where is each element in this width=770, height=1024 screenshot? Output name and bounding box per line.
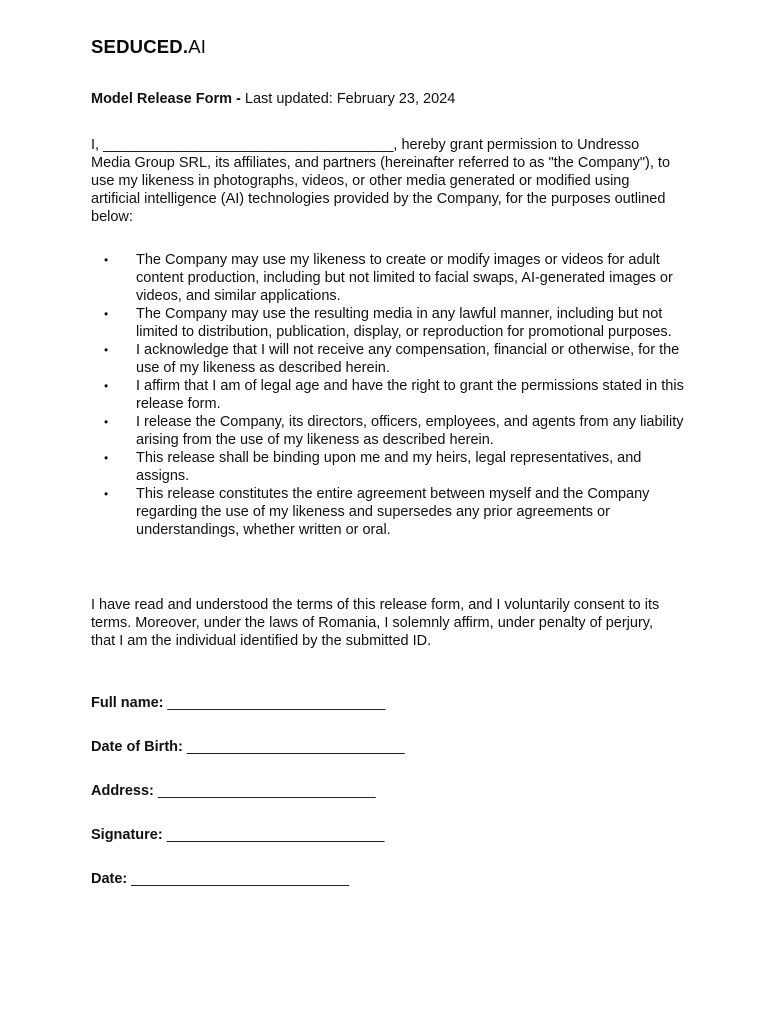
list-item-text: I release the Company, its directors, officers, employees, and agents from any liability arising from the use of my likeness as described herein. [136,414,684,448]
list-item [91,377,691,413]
list-item-text: I acknowledge that I will not receive any compensation, financial or otherwise, for the use of my likeness as described herein. [136,342,680,376]
full-name-label: Full name: [91,695,164,711]
form-heading [91,90,455,108]
signature-line: ___________________________ [166,827,385,843]
date-label: Date: [91,871,128,887]
list-item [91,341,691,377]
form-title: Model Release Form - [91,91,241,107]
bullet-icon: • [104,307,109,321]
bullet-icon: • [104,451,109,465]
date-of-birth-field [91,738,405,756]
logo-brand: SEDUCED. [91,36,189,57]
list-item [91,251,691,305]
consent-paragraph: I have read and understood the terms of this release form, and I voluntarily consent to its terms. Moreover, under the laws of Romania, I solemnly affirm, under penalty of perjury, that I am the individual identified by the submitted ID. [91,597,660,649]
bullet-icon: • [104,379,109,393]
intro-paragraph: I, ____________________________________, hereby grant permission to Undresso Media Group SRL, its affiliates, and partners (hereinafter referred to as "the Company"), to use my likeness in photographs, videos, or other media generated or modified using artificial intelligence (AI) technologies provided by the Company, for the purposes outlined below: [91,137,671,225]
bullet-icon: • [104,415,109,429]
date-field [91,870,349,888]
logo-tld: AI [188,36,207,57]
list-item [91,413,691,449]
bullet-icon: • [104,253,109,267]
list-item [91,485,691,539]
list-item-text: The Company may use my likeness to create or modify images or videos for adult content production, including but not limited to facial swaps, AI-generated images or videos, and similar applications. [136,252,673,304]
bullet-icon: • [104,487,109,501]
address-field [91,782,376,800]
list-item [91,305,691,341]
address-line: ___________________________ [157,783,376,799]
signature-label: Signature: [91,827,163,843]
bullet-icon: • [104,343,109,357]
list-item [91,449,691,485]
terms-list [91,251,691,539]
company-logo [91,36,206,58]
last-updated: Last updated: February 23, 2024 [244,91,456,107]
full-name-line: ___________________________ [167,695,386,711]
date-line: ___________________________ [131,871,350,887]
full-name-field [91,694,385,712]
list-item-text: This release shall be binding upon me and my heirs, legal representatives, and assigns. [136,450,642,484]
list-item-text: This release constitutes the entire agreement between myself and the Company regarding the use of my likeness and supersedes any prior agreements or understandings, whether written or oral. [136,486,650,538]
list-item-text: I affirm that I am of legal age and have the right to grant the permissions stated in this release form. [136,378,684,412]
address-label: Address: [91,783,154,799]
date-of-birth-line: ___________________________ [186,739,405,755]
signature-field [91,826,384,844]
date-of-birth-label: Date of Birth: [91,739,183,755]
list-item-text: The Company may use the resulting media in any lawful manner, including but not limited to distribution, publication, display, or reproduction for promotional purposes. [136,306,672,340]
